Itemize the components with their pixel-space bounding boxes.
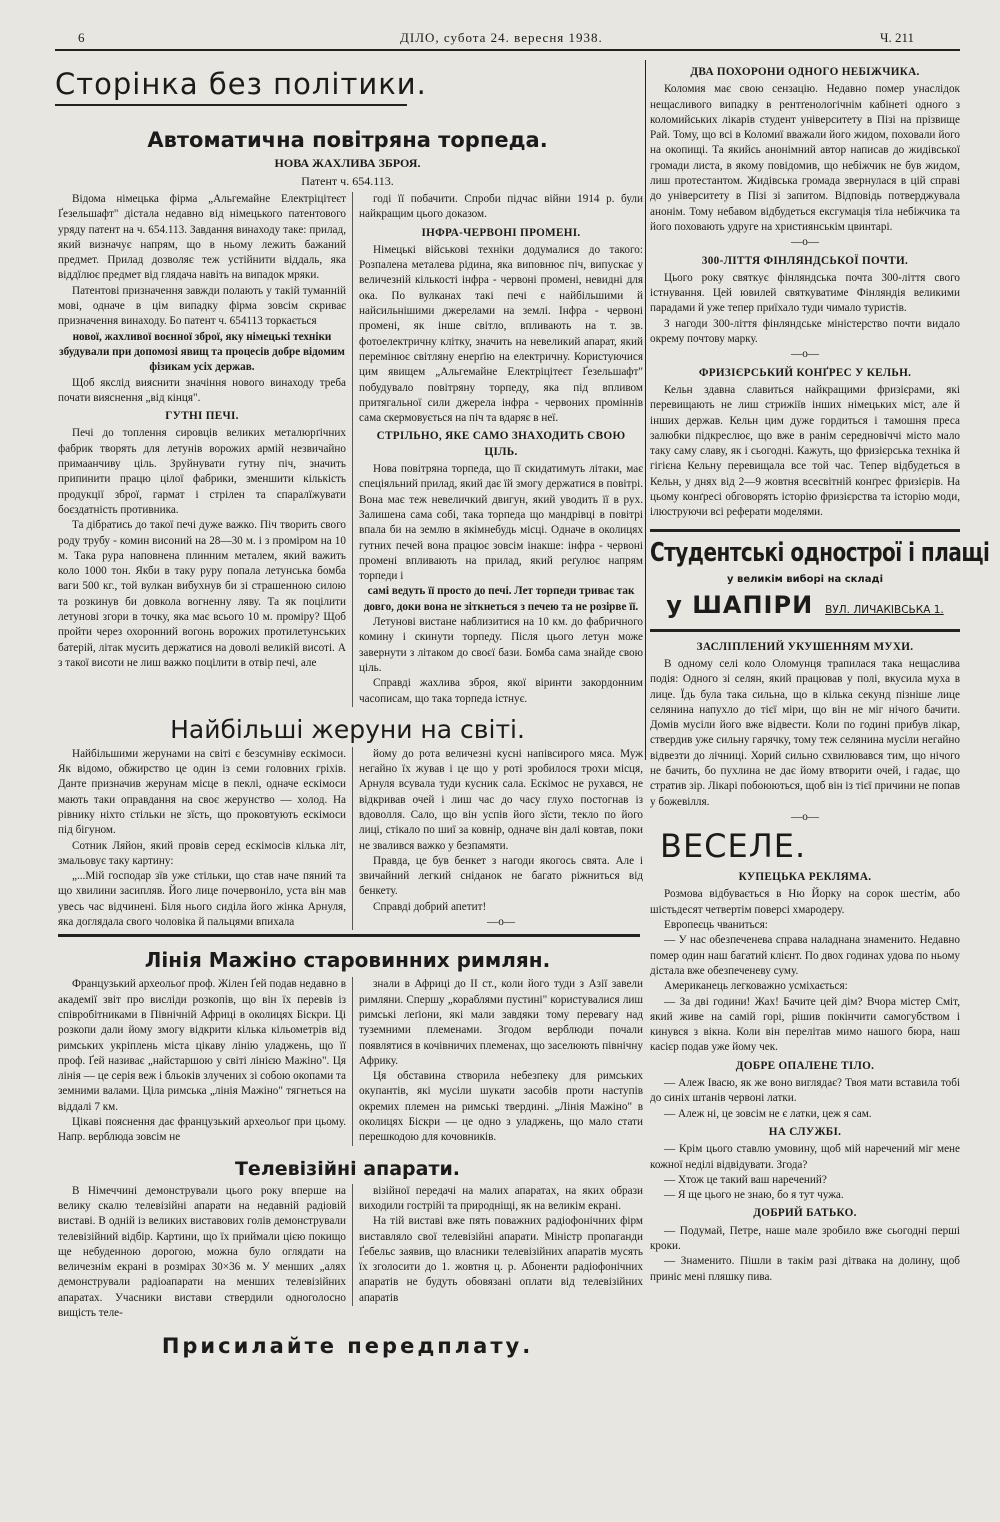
subscribe-call: Присилайте передплату.: [161, 1334, 534, 1359]
paragraph: Відома німецька фірма „Альгемайне Електріцітеєт Ґезельшафт" дістала недавно від німецького патентового уряду патент на ч. 654.113. Завдання винаходу таке: прилад, який визначує напрям, що в ньому лежить бажаний предмет. Прилад дозволяє теж устійнити віддаль, яка віддїлює предмет від глядача навіть на випадок мряки.: [58, 193, 346, 282]
maginot-col1: [58, 977, 346, 1145]
torpedo-col1: [58, 192, 346, 671]
section-rule: [58, 934, 640, 937]
separator: —o—: [791, 348, 819, 361]
torpedo-body: [58, 192, 643, 707]
masthead: ДІЛО, субота 24. вересня 1938.: [400, 30, 603, 45]
paragraph: Розмова відбувається в Ню Йорку на сорок шестім, або шістьдесят четвертім поверсі хмародеру.: [650, 888, 960, 916]
issue-number: Ч. 211: [880, 30, 914, 45]
paragraph: Найбільшими жерунами на світі є безсумніву ескімоси. Як відомо, обжирство це один із семи головних гріхів. Данте призначив жерунам місце в пеклі, одначе ескімоси мають таки оправдання на своє жерунство — холод. На рівнику ніхто стільки не зїсть, що проковтують ескімоси під бігуном.: [58, 747, 346, 837]
paragraph: Европеєць чваниться:: [664, 919, 768, 932]
shop-advertisement: [650, 529, 990, 632]
paragraph: Справді добрий апетит!: [373, 900, 487, 913]
article-heading: НА СЛУЖБІ.: [768, 1125, 842, 1138]
maginot-col2: [352, 977, 643, 1145]
paragraph: — Знаменито. Пішли в такім разі дітвака на долину, щоб приніс мені пляшку пива.: [650, 1255, 960, 1283]
right-column: [650, 62, 990, 1285]
eaters-title: Найбільші жеруни на світі.: [170, 714, 525, 744]
ad-address: ВУЛ. ЛИЧАКІВСЬКА 1.: [825, 603, 944, 616]
paragraph: — Алеж ні, це зовсім не є латки, цеж я сам.: [664, 1107, 872, 1120]
paragraph: Коломия має свою сензацію. Недавно помер унаслідок нещасливого випадку в рентґенологічнім кабінеті одного з коломийських лікарів студент університету в Пізі на прізвище Рай. Тому, що всі в Коломиї вважали його жидом, поховали його на окопищі. Та якийсь анонімний автор написав до жидівської громади листа, в якому повідомив, що небіжчик не був жидом, лиш протестантом. Жидівська громада звернулася в цій справі до університету в Пізі зі запитом. Відповідь потверджувала анонім. Тому небавом відбудеться ексгумація тіла небіжчика та його поховають удруге на християнськім цвинтарі.: [650, 83, 960, 233]
article-heading: ЗАСЛІПЛЕНИЙ УКУШЕННЯМ МУХИ.: [696, 640, 914, 653]
paragraph: йому до рота величезні кусні напівсирого мяса. Муж негайно їх жував і це що у роті зробилося трохи місця, Арнуля всувала туди кусник сала. Ескімос не рухався, не відкривав очей і лиш час до часу глухо постогнав із вдоволля. Сало, що він успів його зїсти, текло по його лиці, стікало по шиї за ковнір, одначе він далі ковтав, поки не звалився важко у безпамяти.: [359, 747, 643, 852]
maginot-title: Лінія Мажіно старовинних римлян.: [144, 948, 551, 973]
article-heading: ДОБРЕ ОПАЛЕНЕ ТІЛО.: [735, 1059, 875, 1072]
tv-body: [58, 1184, 643, 1322]
torpedo-subtitle: НОВА ЖАХЛИВА ЗБРОЯ.: [274, 156, 421, 170]
paragraph: Щоб якслід вияснити значіння нового винаходу треба почати вияснення „від кінця".: [58, 376, 346, 404]
eaters-col1: [58, 747, 346, 931]
torpedo-title: Автоматична повітряна торпеда.: [147, 128, 548, 152]
ad-headline: Студентські однострої і плащі: [650, 536, 990, 568]
article-heading: СТРІЛЬНО, ЯКЕ САМО ЗНАХОДИТЬ СВОЮ ЦІЛЬ.: [376, 430, 626, 458]
main-area: [55, 60, 643, 1361]
article-heading: ІНФРА-ЧЕРВОНІ ПРОМЕНІ.: [421, 226, 581, 239]
paragraph: годі її побачити. Спроби підчас війни 1914 р. були найкращим цього доказом.: [359, 193, 643, 221]
paragraph: Американець легковажно усміхається:: [664, 980, 848, 993]
article-heading: 300-ЛІТТЯ ФІНЛЯНДСЬКОЇ ПОЧТИ.: [701, 254, 909, 267]
section-title: Сторінка без політики.: [55, 67, 427, 101]
paragraph: знали в Африці до II ст., коли його туди з Азії завели римляни. Спершу „кораблями пустині" користувалися лиш римські леґіони, які мали завдяки тому перевагу над туземними племенами. Згодом верблюди почали появлятися в кочівничих племенах, що заселюють північну Африку.: [359, 978, 643, 1067]
paragraph: Німецькі військові техніки додумалися до такого: Розпалена металева рідина, яка виповнює піч, випускає у величезній кількості інфра - червоні промені, невидні для ока. По вулканах такі печі є найбільшими й найсильнішими джерелами на землі. Інфра - червоні промені, як інше світло, впливають на т. зв. фотоелектричну клітку, значить на невеликий апарат, який перемінює світляну енерґію на електричну. Користуючися цим явищем „Альгемайне Електріцітеєт Ґезельшафт" побудувало повітряну торпеду, яка під впливом притягальної сили джерела інфра - червоних проміннів сама скермовується на піч та вдаряє в неї.: [359, 243, 643, 425]
paragraph: Правда, це був бенкет з нагоди якогось свята. Але і звичайний легкий сніданок не багато ріжниться від бенкету.: [359, 854, 643, 898]
article-heading: КУПЕЦЬКА РЕКЛЯМА.: [738, 871, 872, 884]
torpedo-col2: [352, 192, 643, 707]
tv-title: Телевізійні апарати.: [234, 1157, 461, 1180]
separator: —o—: [791, 236, 819, 249]
article-heading: ГУТНІ ПЕЧІ.: [165, 410, 239, 423]
paragraph: — У нас обезпеченева справа наладнана знаменито. Недавно помер один наш багатий клієнт. По двох годинах удова по ньому дістала вже обезпеченеву суму.: [650, 934, 960, 977]
paragraph: В одному селі коло Оломунця трапилася така нещаслива подія: Одного зі селян, який працював у полі, вкусила муха в лице. Їдь була така сильна, що в кілька секунд пізніше лице селянина напухло до тієї міри, що він не міг нічого бачити. Домів мусіли його вже відвести. Коли по годині прибув лікар, ствердив уже сильну гарячку, тому теж селянина мусіли негайно відвезти до лічниці. Хорий сильно схвилювався тим, що нічого не бачить, бо пухлина не дає йому втворити очей, і гадає, що стратив зір. Лікарі побоюються, щоб він із тієї причини не попав у божевілля.: [650, 657, 960, 808]
paragraph: Летунові вистане наблизитися на 10 км. до фабричного комину і скинути торпеду. Після цього летун може завернути з літаком до своєї бази. Бомба сама знайде свою ціль.: [359, 616, 643, 674]
page-number: 6: [78, 30, 85, 45]
paragraph: — Алеж Івасю, як же воно виглядає? Твоя мати вставила тобі до синіх штанів червоні латки.: [650, 1077, 960, 1105]
paragraph: На тій виставі вже пять поважних радіофонічних фірм виставляло свої телевізійні апарати. Міністр пропаганди Ґебельс заявив, що власники телевізійних апаратів мусять їх зголосити до 1. жовтня ц. р. Абоненти радіофонічних апаратів не будуть обовязані оплати від телевізійних апаратів: [359, 1215, 643, 1304]
paragraph: Печі до топлення сировців великих металюрґічних фабрик творять для летунів ворожих армій незвичайно примаанчиву ціль. Зруйнувати гутну піч, значить припинити працю цілої фабрики, зменшити кількість продукції зброї, гармат і стрілен та спаралїжувати боєздатність противника.: [58, 427, 346, 516]
paragraph: — Подумай, Петре, наше мале зробило вже сьогодні перші кроки.: [650, 1224, 960, 1252]
paragraph: — Я ще цього не знаю, бо я тут чужа.: [664, 1189, 844, 1202]
paragraph: Кельн здавна славиться найкращими фризієрами, які перевищають не лиш стрижіїв інших німецьких міст, але й інших держав. Кельн цим дуже гордиться і тамошня преса залюбки підкреслює, що вже в ранім середновіччі місто мало таку саму славу, як і сьогодні. Кажуть, що фризієрська техніка й гігієна Кельну перевищала все той час. Тепер відбудеться в Кельн, у днях від 2—9 жовтня всесвітній конґрес фризієрів. На цьому конґресі обговорять історію фризієрства та історію моди, ілюструючи всі реферати моделями.: [650, 383, 960, 519]
paragraph: візійної передачі на малих апаратах, на яких образи виходили гострійі та природніщі, як на великім екрані.: [359, 1184, 643, 1212]
paragraph: самі ведуть її просто до печі. Лет торпеди триває так довго, доки вона не зіткнеться з печею та не розірве її.: [363, 585, 639, 613]
paragraph: Цікаві пояснення дає французький археольоґ при цьому. Напр. верблюда зовсім не: [58, 1116, 346, 1144]
paragraph: „...Мій господар зїв уже стільки, що став наче пяний та що хвилини засипляв. Його лице почервоніло, уста він мав увесь час відчинені. Біля нього сиділа його жінка Арнуля, яка доглядала свого чоловіка й пальцями впихала: [58, 870, 346, 929]
header-rule: [55, 49, 960, 51]
torpedo-patent: Патент ч. 654.113.: [301, 174, 394, 188]
article-heading: ФРИЗІЄРСЬКИЙ КОНҐРЕС У КЕЛЬН.: [698, 366, 912, 379]
paragraph: нової, жахливої воєнної зброї, яку німецькі техніки збудували при допомозі явищ та процесів добре відомим фізикам усіх держав.: [59, 330, 345, 374]
paragraph: Ця обставина створила небезпеку для римських окупантів, які мусіли шукати засобів проти наступів окремих племен на римські твердині. „Лінія Мажіно" в околицях Біскри — це одно з уладжень, що мало стати перешкодою для кочовників.: [359, 1070, 643, 1144]
separator: —o—: [791, 810, 819, 823]
paragraph: Цього року святкує фінляндська почта 300-ліття свого істнування. Цей ювилей святкуватиме Фінляндія великими парадами й уже тепер приїхало туди чимало туристів.: [650, 271, 960, 315]
paragraph: Сотник Ляйон, який провів серед ескімосів кілька літ, змальовує таку картину:: [58, 839, 346, 867]
paragraph: В Німеччині демонстрували цього року вперше на велику скалю телевізійні апарати на недавній радіовій виставі. В одній із великих виставових голів демонстрували телевізійний відбір. Картини, що їх приймали цією покищо ще небуденною дорогою, можна було оглядати на величезнім екрані в розмірах 30×36 м. У менших „алях демонстрували радіоапарати на менших телевізійних апаратах. Учасники вистави ствердили одноголосно вищість теле-: [58, 1184, 346, 1319]
paragraph: — Хтож це такий ваш наречений?: [664, 1173, 827, 1186]
ad-shop-name: у ШАПІРИ: [666, 590, 814, 619]
paragraph: Та дібратись до такої печі дуже важко. Піч творить свого роду трубу - комин висоний на 28—30 м. і з проміром на 10 м. Така рура наповнена плинним металем, який важить коло 1000 тон. Якби в таку руру попала летунська бомба ваги 500 кг., той вулкан вибухнув би зі страшенною силою та розкинув би довкола вогненну ляву. Та як поцілити летунові згори в точку, яка має всього 10 м. проміру? Щоб пройти через охоронний вогонь ворожих протилетунських батерій, літак мусить держатися на доволі великій висоті. А з такої висоти не лиш важко поцілити в отвір печі, але: [58, 519, 346, 669]
humor-title: ВЕСЕЛЕ.: [660, 827, 807, 866]
paragraph: Французький археольоґ проф. Жілен Ґей подав недавно в академії звіт про висліди розкопів, що він їх перевів із співробітниками в Північній Африці в околицях Біскри. Ці розкопи дали йому змогу відкрити кілька кільометрів від римських укріплень міста цікаву лінію уладжень, що її проф. Ґей називає „найстаршою у світі лінією Мажіно". Ця лінія — це серія веж і бльоків злучених зі собою окопами та земними валами. Ціла римська „лінія Мажіно" тягнеться на віддалі 7 км.: [58, 978, 346, 1113]
paragraph: Нова повітряна торпеда, що її скидатимуть літаки, має спеціяльний прилад, який дає їй змогу держатися в повітрі. Вона має теж невеличкий двигун, який уводить її в рух. Залишена сама собі, така торпеда що мандрівці в повітрі впала би на землю в якімнебудь місці. Одначе в околицях гутних печей вона працює зовсім інакше: інфра - червоні промені впливають на прилад, який реґулює напрям торпеди і: [359, 463, 643, 583]
maginot-body: [58, 977, 643, 1145]
section-rule: [55, 104, 407, 106]
right-bottom-news: [650, 640, 960, 826]
ad-rule-bottom: [650, 629, 960, 632]
article-heading: ДОБРИЙ БАТЬКО.: [753, 1207, 857, 1220]
ad-line2: у великім виборі на складі: [727, 573, 883, 585]
tv-col1: [58, 1184, 346, 1322]
tv-col2: [352, 1184, 643, 1306]
column-divider: [645, 60, 646, 760]
eaters-body: [58, 747, 643, 931]
separator: —o—: [487, 916, 515, 929]
paragraph: Справді жахлива зброя, якої віринти закордонним часописам, що така торпеда істнує.: [359, 677, 643, 705]
humor-section: [650, 870, 960, 1285]
paragraph: — Крім цього ставлю умовину, щоб мій наречений міг мене кожної неділі відвідувати. Згода?: [650, 1143, 960, 1171]
article-heading: ДВА ПОХОРОНИ ОДНОГО НЕБІЖЧИКА.: [690, 66, 920, 78]
eaters-col2: [352, 747, 643, 931]
paragraph: Патентові призначення завжди полають у такій туманній мові, одначе в цім випадку фірма зовсім скриває призначення винаходу. Бо патент ч. 654113 торкається: [58, 284, 346, 328]
paragraph: — За дві години! Жах! Бачите цей дім? Вчора містер Сміт, який живе на самій горі, рішив покінчити самогубством і кинувся з вікна. Коли він перелітав мимо нашого бюра, наш касієр подав уже йому чек.: [650, 995, 960, 1054]
right-top-news: [650, 65, 960, 521]
paragraph: З нагоди 300-ліття фінляндське міністерство почти видало окрему почтову марку.: [650, 317, 960, 346]
